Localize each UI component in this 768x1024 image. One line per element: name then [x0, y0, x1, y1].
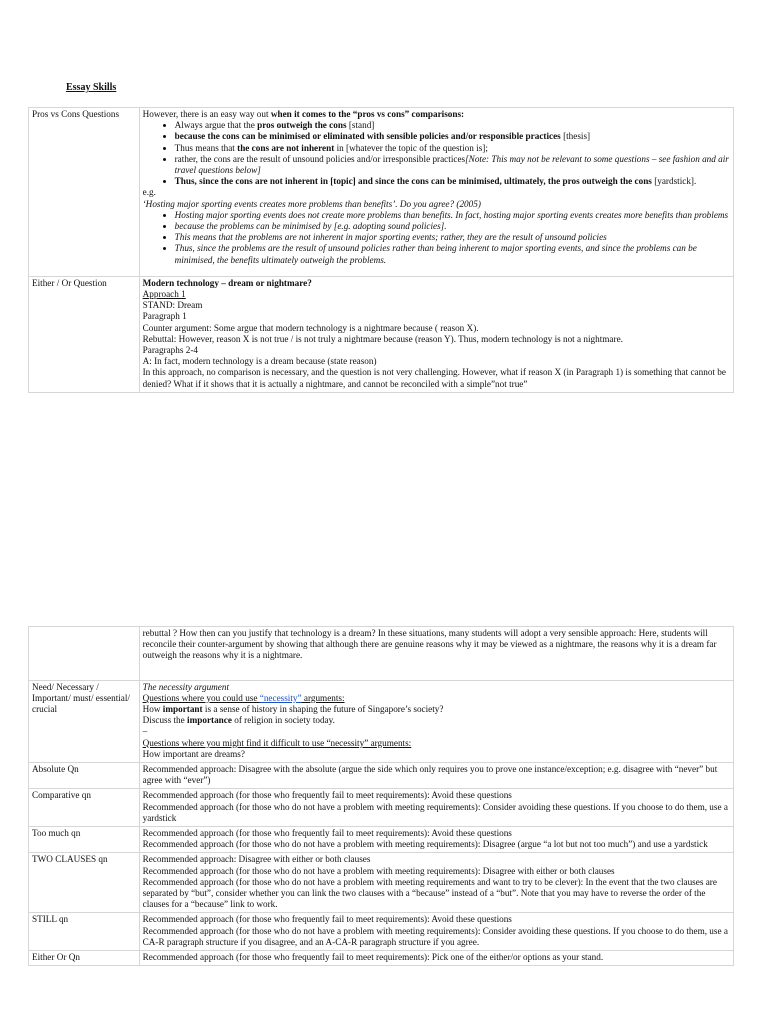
example-line: Discuss the importance of religion in society today. — [142, 715, 335, 726]
list-item: • Hosting major sporting events does not create more problems than benefits. In fact, hosting major sporting events creates more benefits than problems — [175, 210, 730, 221]
table-row — [29, 853, 734, 913]
intro-bold: when it comes to the “pros vs cons” comparisons: — [270, 109, 465, 119]
table-row — [29, 680, 734, 762]
example-list — [143, 210, 730, 266]
continued-text — [139, 627, 733, 681]
list-item: • Thus means that the cons are not inherent in [whatever the topic of the question is]; — [175, 143, 730, 154]
approach-heading: Approach 1 — [142, 289, 186, 300]
table-row — [29, 827, 734, 853]
approach-line: Recommended approach (for those who do not have a problem with meeting requirements): Consider avoiding these questions. If you choose to do them, use a yardstick — [142, 801, 728, 823]
row-label-absolute: Absolute Qn — [29, 763, 140, 789]
rebuttal: Rebuttal: However, reason X is not true / is not truly a nightmare because (reason Y). Thus, modern technology is not a nightmare. — [142, 333, 623, 344]
list-item: • Thus, since the cons are not inherent in [topic] and since the cons can be minimised, ultimately, the pros outweigh the cons [yardstick]. — [175, 176, 730, 187]
example-question: ‘Hosting major sporting events creates more problems than benefits’. Do you agree? (2005) — [142, 198, 481, 209]
table-row — [29, 276, 734, 392]
essay-skills-table-page1 — [28, 107, 734, 393]
list-item: • Always argue that the pros outweigh the cons [stand] — [175, 120, 730, 131]
list-item: • rather, the cons are the result of unsound policies and/or irresponsible practices[Note: This may not be relevant to some questions – see fashion and air travel questions below] — [175, 154, 730, 176]
approach-line: Recommended approach (for those who frequently fail to meet requirements): Avoid these questions — [142, 914, 512, 925]
table-row — [29, 763, 734, 789]
table-row — [29, 627, 734, 681]
paragraph-1-label: Paragraph 1 — [142, 311, 187, 322]
approach-line: Recommended approach (for those who do not have a problem with meeting requirements): Disagree with either or both clauses — [142, 865, 615, 876]
dash: – — [142, 726, 148, 737]
comparative-content — [139, 789, 733, 827]
approach-line: Recommended approach (for those who frequently fail to meet requirements): Avoid these questions — [142, 828, 512, 839]
row-label-either-or-qn: Either Or Qn — [29, 951, 140, 966]
example-label: e.g. — [142, 187, 156, 198]
still-content — [139, 913, 733, 951]
pros-cons-list — [143, 120, 730, 187]
intro-text: However, there is an easy way out — [142, 109, 271, 119]
approach-line: Recommended approach (for those who do not have a problem with meeting requirements): Disagree (argue “a lot but not too much”) and use a yardstick — [142, 839, 708, 850]
example-line: How important is a sense of history in shaping the future of Singapore’s society? — [142, 704, 444, 715]
table-row — [29, 913, 734, 951]
approach-line: Recommended approach (for those who frequently fail to meet requirements): Avoid these questions — [142, 790, 512, 801]
table-row — [29, 789, 734, 827]
essay-skills-table-page2 — [28, 626, 734, 966]
either-or-qn-content: Recommended approach (for those who frequently fail to meet requirements): Pick one of the either/or options as your stand. — [139, 951, 733, 966]
row-label-pros-cons: Pros vs Cons Questions — [29, 108, 140, 277]
row-label-need: Need/ Necessary / Important/ must/ essential/ crucial — [29, 680, 140, 762]
paragraphs-2-4-label: Paragraphs 2-4 — [142, 345, 198, 356]
stand-line: STAND: Dream — [142, 300, 203, 311]
row-label-two-clauses: TWO CLAUSES qn — [29, 853, 140, 913]
approach-note: In this approach, no comparison is necessary, and the question is not very challenging. However, what if reason X (in Paragraph 1) is something that cannot be denied? What if it shows that it is actually a nightmare, and cannot be reconciled with a simple”not true” — [142, 367, 726, 389]
approach-line: Recommended approach (for those who do not have a problem with meeting requirements): Consider avoiding these questions. If you choose to do them, use a CA-R paragraph structure if you disagree, and an A-CA-R paragraph structure if you agree. — [142, 925, 728, 947]
a-line: A: In fact, modern technology is a dream because (state reason) — [142, 356, 377, 367]
list-item: • This means that the problems are not inherent in major sporting events; rather, they are the result of unsound policies — [175, 232, 730, 243]
two-clauses-content — [139, 853, 733, 913]
row-label-empty — [29, 627, 140, 681]
too-much-content — [139, 827, 733, 853]
absolute-content: Recommended approach: Disagree with the absolute (argue the side which only requires you to prove one instance/exception; e.g. disagree with “never” but agree with “ever”) — [139, 763, 733, 789]
either-or-heading: Modern technology – dream or nightmare? — [142, 277, 312, 288]
necessity-link[interactable]: “necessity” — [259, 692, 302, 703]
difficult-question-line: Questions where you might find it difficult to use “necessity” arguments: — [142, 737, 412, 748]
example-line: How important are dreams? — [142, 748, 245, 759]
row-label-either-or: Either / Or Question — [29, 276, 140, 392]
list-item: • because the cons can be minimised or eliminated with sensible policies and/or responsible practices [thesis] — [175, 131, 730, 142]
row-label-comparative: Comparative qn — [29, 789, 140, 827]
list-item: • because the problems can be minimised by [e.g. adopting sound policies]. — [175, 221, 730, 232]
approach-line: Recommended approach: Disagree with either or both clauses — [142, 854, 371, 865]
necessity-heading: The necessity argument — [142, 681, 230, 692]
either-or-content — [139, 276, 733, 392]
table-row — [29, 951, 734, 966]
table-row — [29, 108, 734, 277]
pros-cons-content — [139, 108, 733, 277]
continued-paragraph: rebuttal ? How then can you justify that technology is a dream? In these situations, many students will adopt a very sensible approach: Here, students will reconcile their counter-argument by showing that although there are genuine reasons why it may be viewed as a nightmare, the reasons why it is a dream far outweigh the reasons why it is a nightmare. — [142, 628, 717, 661]
list-item: • Thus, since the problems are the result of unsound policies rather than being inherent to major sporting events, and since the problems can be minimised, the benefits ultimately outweigh the problems. — [175, 243, 730, 265]
necessity-question-line: Questions where you could use “necessity” arguments: — [142, 692, 345, 703]
approach-line: Recommended approach (for those who do not have a problem with meeting requirements and want to try to be clever): In the event that the two clauses are separated by “but”, consider whether you can link the two clauses with a “because” instead of a “but”. Note that you may have to reverse the order of the clauses for a “because” link to work. — [142, 876, 717, 910]
need-content — [139, 680, 733, 762]
row-label-still: STILL qn — [29, 913, 140, 951]
row-label-too-much: Too much qn — [29, 827, 140, 853]
pros-cons-intro — [143, 109, 730, 120]
counter-argument: Counter argument: Some argue that modern technology is a nightmare because ( reason X). — [142, 322, 479, 333]
page-title: Essay Skills — [66, 82, 117, 93]
